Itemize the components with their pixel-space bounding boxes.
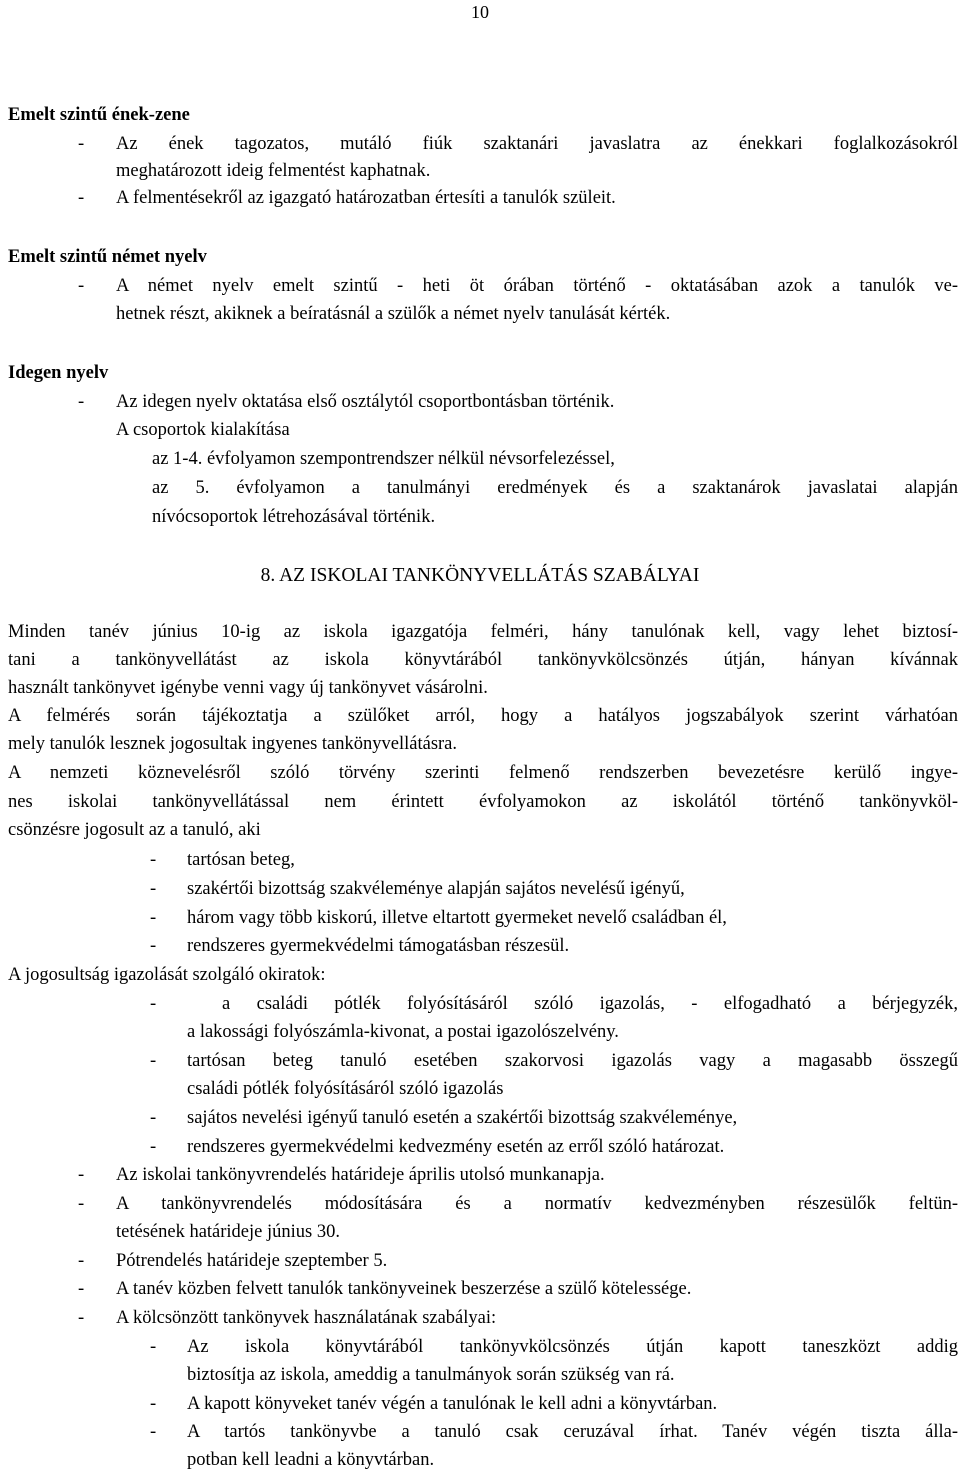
- list-dash: -: [78, 1308, 85, 1328]
- list-dash: -: [150, 850, 157, 870]
- rule-2-line-1: A tankönyvrendelés módosítására és a normatív kedvezményben részesülők feltün-: [116, 1194, 958, 1214]
- document-2-line-2: családi pótlék folyósításáról szóló igazolás: [187, 1079, 504, 1099]
- nemet-item-1-line-2: hetnek részt, akiknek a beíratásnál a szülők a német nyelv tanulását kérték.: [116, 304, 671, 324]
- idegen-line-1: az 1-4. évfolyamon szempontrendszer nélkül névsorfelezéssel,: [152, 449, 615, 469]
- section-heading-idegen: Idegen nyelv: [8, 363, 109, 383]
- para3-line-3: csönzésre jogosult az a tanuló, aki: [8, 820, 261, 840]
- loan-rule-1-line-2: biztosítja az iskola, ameddig a tanulmányok során szükség van rá.: [187, 1365, 675, 1385]
- loan-rule-3-line-1: A tartós tankönyvbe a tanuló csak ceruzával írhat. Tanév végén tiszta álla-: [187, 1422, 958, 1442]
- list-dash: -: [150, 1337, 157, 1357]
- document-1-line-2: a lakossági folyószámla-kivonat, a postai igazolószelvény.: [187, 1022, 619, 1042]
- idegen-line-2-part-2: nívócsoportok létrehozásával történik.: [152, 507, 436, 527]
- enek-item-1-line-2: meghatározott ideig felmentést kaphatnak.: [116, 161, 431, 181]
- section-heading-enek: Emelt szintű ének-zene: [8, 105, 190, 125]
- document-4: rendszeres gyermekvédelmi kedvezmény esetén az erről szóló határozat.: [187, 1137, 725, 1157]
- rule-5: A kölcsönzött tankönyvek használatának szabályai:: [116, 1308, 497, 1328]
- list-dash: -: [150, 908, 157, 928]
- list-dash: -: [78, 276, 85, 296]
- enek-item-1-line-1: Az ének tagozatos, mutáló fiúk szaktanári javaslatra az énekkari foglalkozásokról: [116, 134, 958, 154]
- list-dash: -: [150, 994, 157, 1014]
- list-dash: -: [150, 1394, 157, 1414]
- list-dash: -: [78, 1279, 85, 1299]
- enek-item-2: A felmentésekről az igazgató határozatban értesíti a tanulók szüleit.: [116, 188, 616, 208]
- loan-rule-3-line-2: potban kell leadni a könyvtárban.: [187, 1450, 435, 1470]
- para1-line-1: Minden tanév június 10-ig az iskola igazgatója felméri, hány tanulónak kell, vagy lehet biztosí-: [8, 622, 958, 642]
- section-heading-nemet: Emelt szintű német nyelv: [8, 247, 207, 267]
- list-dash: -: [150, 879, 157, 899]
- rule-2-line-2: tetésének határideje június 30.: [116, 1222, 340, 1242]
- list-dash: -: [150, 1137, 157, 1157]
- documents-title: A jogosultság igazolását szolgáló okiratok:: [8, 965, 326, 985]
- rule-4: A tanév közben felvett tanulók tankönyveinek beszerzése a szülő kötelessége.: [116, 1279, 692, 1299]
- list-dash: -: [150, 1422, 157, 1442]
- list-dash: -: [150, 1108, 157, 1128]
- document-3: sajátos nevelési igényű tanuló esetén a szakértői bizottság szakvéleménye,: [187, 1108, 738, 1128]
- para3-line-2: nes iskolai tankönyvellátással nem érintett évfolyamokon az iskolától történő tankönyvköl-: [8, 792, 958, 812]
- eligible-item-1: tartósan beteg,: [187, 850, 295, 870]
- para2-line-1: A felmérés során tájékoztatja a szülőket arról, hogy a hatályos jogszabályok szerint várhatóan: [8, 706, 958, 726]
- loan-rule-1-line-1: Az iskola könyvtárából tankönyvkölcsönzés útján kapott taneszközt addig: [187, 1337, 958, 1357]
- para1-line-3: használt tankönyvet igénybe venni vagy új tankönyvet vásárolni.: [8, 678, 488, 698]
- list-dash: -: [150, 936, 157, 956]
- list-dash: -: [78, 1165, 85, 1185]
- para2-line-2: mely tanulók lesznek jogosultak ingyenes tankönyvellátásra.: [8, 734, 458, 754]
- eligible-item-4: rendszeres gyermekvédelmi támogatásban részesül.: [187, 936, 570, 956]
- rule-1: Az iskolai tankönyvrendelés határideje április utolsó munkanapja.: [116, 1165, 605, 1185]
- document-1-line-1: a családi pótlék folyósításáról szóló igazolás, - elfogadható a bérjegyzék,: [222, 994, 958, 1014]
- eligible-item-2: szakértői bizottság szakvéleménye alapján sajátos nevelésű igényű,: [187, 879, 685, 899]
- list-dash: -: [78, 134, 85, 154]
- rule-3: Pótrendelés határideje szeptember 5.: [116, 1251, 388, 1271]
- document-2-line-1: tartósan beteg tanuló esetében szakorvosi igazolás vagy a magasabb összegű: [187, 1051, 958, 1071]
- list-dash: -: [78, 392, 85, 412]
- eligible-item-3: három vagy több kiskorú, illetve eltartott gyermeket nevelő családban él,: [187, 908, 727, 928]
- page-number: 10: [471, 2, 489, 22]
- nemet-item-1-line-1: A német nyelv emelt szintű - heti öt órában történő - oktatásában azok a tanulók ve-: [116, 276, 958, 296]
- para3-line-1: A nemzeti köznevelésről szóló törvény szerinti felmenő rendszerben bevezetésre kerülő ingye-: [8, 763, 958, 783]
- idegen-item-1: Az idegen nyelv oktatása első osztálytól csoportbontásban történik.: [116, 392, 615, 412]
- idegen-subheading: A csoportok kialakítása: [116, 420, 290, 440]
- list-dash: -: [78, 1251, 85, 1271]
- loan-rule-2: A kapott könyveket tanév végén a tanulónak le kell adni a könyvtárban.: [187, 1394, 718, 1414]
- para1-line-2: tani a tankönyvellátást az iskola könyvtárából tankönyvkölcsönzés útján, hányan kívánnak: [8, 650, 958, 670]
- list-dash: -: [78, 1194, 85, 1214]
- list-dash: -: [78, 188, 85, 208]
- chapter-title: 8. AZ ISKOLAI TANKÖNYVELLÁTÁS SZABÁLYAI: [260, 565, 700, 586]
- list-dash: -: [150, 1051, 157, 1071]
- idegen-line-2-part-1: az 5. évfolyamon a tanulmányi eredmények és a szaktanárok javaslatai alapján: [152, 478, 958, 498]
